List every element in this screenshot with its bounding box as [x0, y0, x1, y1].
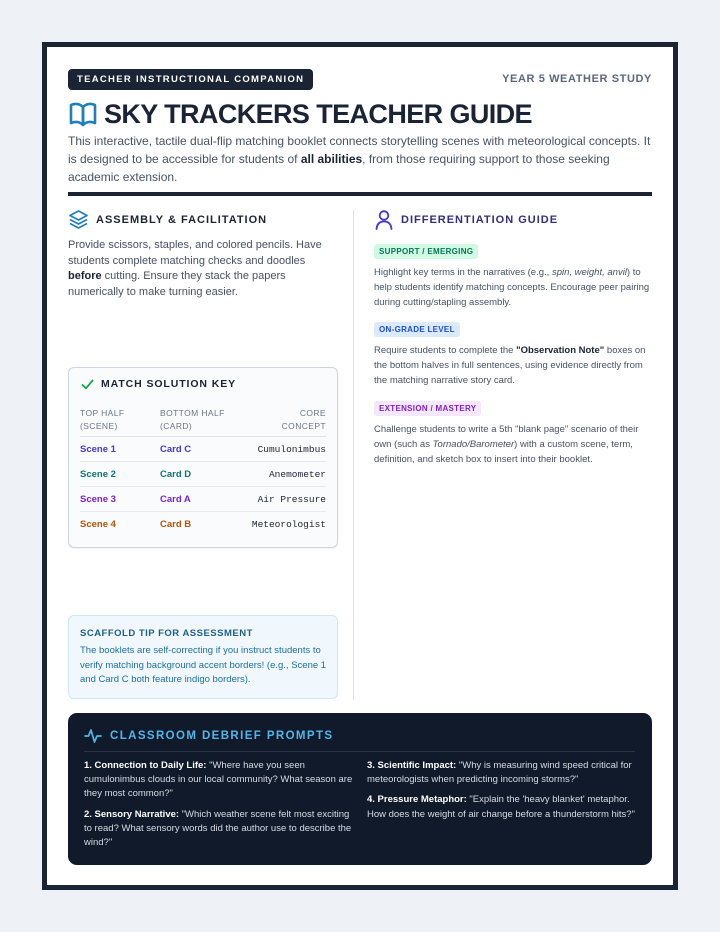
debrief-divider	[84, 751, 635, 752]
debrief-prompt: 3. Scientific Impact: "Why is measuring wind speed critical for meteorologists when predicting incoming storms?"	[367, 760, 632, 786]
concept-cell: Cumulonimbus	[257, 443, 326, 455]
on-grade-text: Require students to complete the "Observation Note" boxes on the bottom halves in full sentences, using evidence directly from the matching narrative story card.	[374, 345, 646, 386]
assembly-heading: ASSEMBLY & FACILITATION	[68, 209, 267, 230]
intro-paragraph: This interactive, tactile dual-flip matching booklet connects storytelling scenes with meteorological concepts. It is designed to be accessible for students of all abilities, from those requiring support to those seeking academic extension.	[68, 134, 651, 184]
debrief-right-column	[367, 759, 637, 828]
check-icon	[81, 379, 94, 390]
guide-page	[42, 42, 678, 890]
scene-cell: Scene 1	[80, 443, 116, 455]
table-row	[80, 437, 326, 462]
support-text: Highlight key terms in the narratives (e.g., spin, weight, anvil) to help students identify matching concepts. Encourage peer pairing during cutting/stapling assembly.	[374, 267, 650, 308]
companion-badge: TEACHER INSTRUCTIONAL COMPANION	[68, 69, 313, 90]
concept-cell: Air Pressure	[257, 493, 326, 505]
page-title: SKY TRACKERS TEACHER GUIDE	[104, 98, 532, 129]
person-icon	[374, 209, 394, 230]
on-grade-level	[374, 319, 654, 388]
debrief-left-column	[84, 759, 354, 856]
concept-cell: Meteorologist	[251, 519, 326, 530]
solution-key-heading: MATCH SOLUTION KEY	[81, 378, 236, 390]
debrief-prompt: 1. Connection to Daily Life: "Where have you seen cumulonimbus clouds in our local community? What season are they most common?"	[84, 760, 353, 800]
debrief-prompt: 2. Sensory Narrative: "Which weather scene felt most exciting to read? What sensory words did the author use to describe the wind?"	[84, 808, 352, 849]
column-divider	[353, 210, 354, 700]
scaffold-tip-title: SCAFFOLD TIP FOR ASSESSMENT	[80, 628, 253, 639]
extension-level	[374, 398, 654, 467]
scene-cell: Scene 4	[80, 519, 116, 530]
scene-cell: Scene 3	[80, 493, 116, 505]
table-row	[80, 512, 326, 537]
assembly-text: Provide scissors, staples, and colored pencils. Have students complete matching checks and doodles before cutting. Ensure they stack the papers numerically to make turning easier.	[68, 239, 322, 298]
support-badge: SUPPORT / EMERGING	[374, 244, 478, 259]
scaffold-tip	[68, 615, 338, 699]
table-header	[80, 407, 326, 437]
support-level	[374, 241, 654, 310]
scene-cell: Scene 2	[80, 468, 116, 480]
extension-text: Challenge students to write a 5th "blank page" scenario of their own (such as Tornado/Barometer) with a custom scene, term, definition, and sketch box to insert into their booklet.	[374, 424, 639, 465]
card-cell: Card B	[160, 519, 192, 530]
differentiation-heading: DIFFERENTIATION GUIDE	[374, 209, 558, 230]
year-label: YEAR 5 WEATHER STUDY	[502, 73, 652, 85]
table-row	[80, 462, 326, 487]
extension-badge: EXTENSION / MASTERY	[374, 401, 481, 416]
header-row	[68, 69, 652, 90]
match-solution-key	[68, 367, 338, 548]
title-row	[68, 96, 532, 132]
debrief-heading: CLASSROOM DEBRIEF PROMPTS	[84, 728, 333, 744]
pulse-icon	[84, 728, 102, 744]
table-row	[80, 487, 326, 512]
on-grade-badge: ON-GRADE LEVEL	[374, 322, 460, 337]
debrief-prompt: 4. Pressure Metaphor: "Explain the 'heavy blanket' metaphor. How does the weight of air change before a thunderstorm hits?"	[367, 794, 635, 820]
card-cell: Card A	[160, 493, 191, 505]
scaffold-tip-text: The booklets are self-correcting if you instruct students to verify matching background accent borders! (e.g., Scene 1 and Card C both feature indigo borders).	[80, 645, 327, 685]
card-cell: Card C	[160, 443, 192, 455]
header-divider	[68, 192, 652, 196]
column-header: TOP HALF (SCENE)	[80, 408, 125, 431]
concept-cell: Anemometer	[268, 468, 326, 480]
column-header: CORE CONCEPT	[281, 408, 326, 431]
layers-icon	[68, 209, 89, 230]
column-header: BOTTOM HALF (CARD)	[160, 408, 225, 431]
solution-key-table	[80, 407, 326, 537]
debrief-panel	[68, 713, 652, 865]
open-book-icon	[68, 100, 98, 128]
card-cell: Card D	[160, 468, 192, 480]
